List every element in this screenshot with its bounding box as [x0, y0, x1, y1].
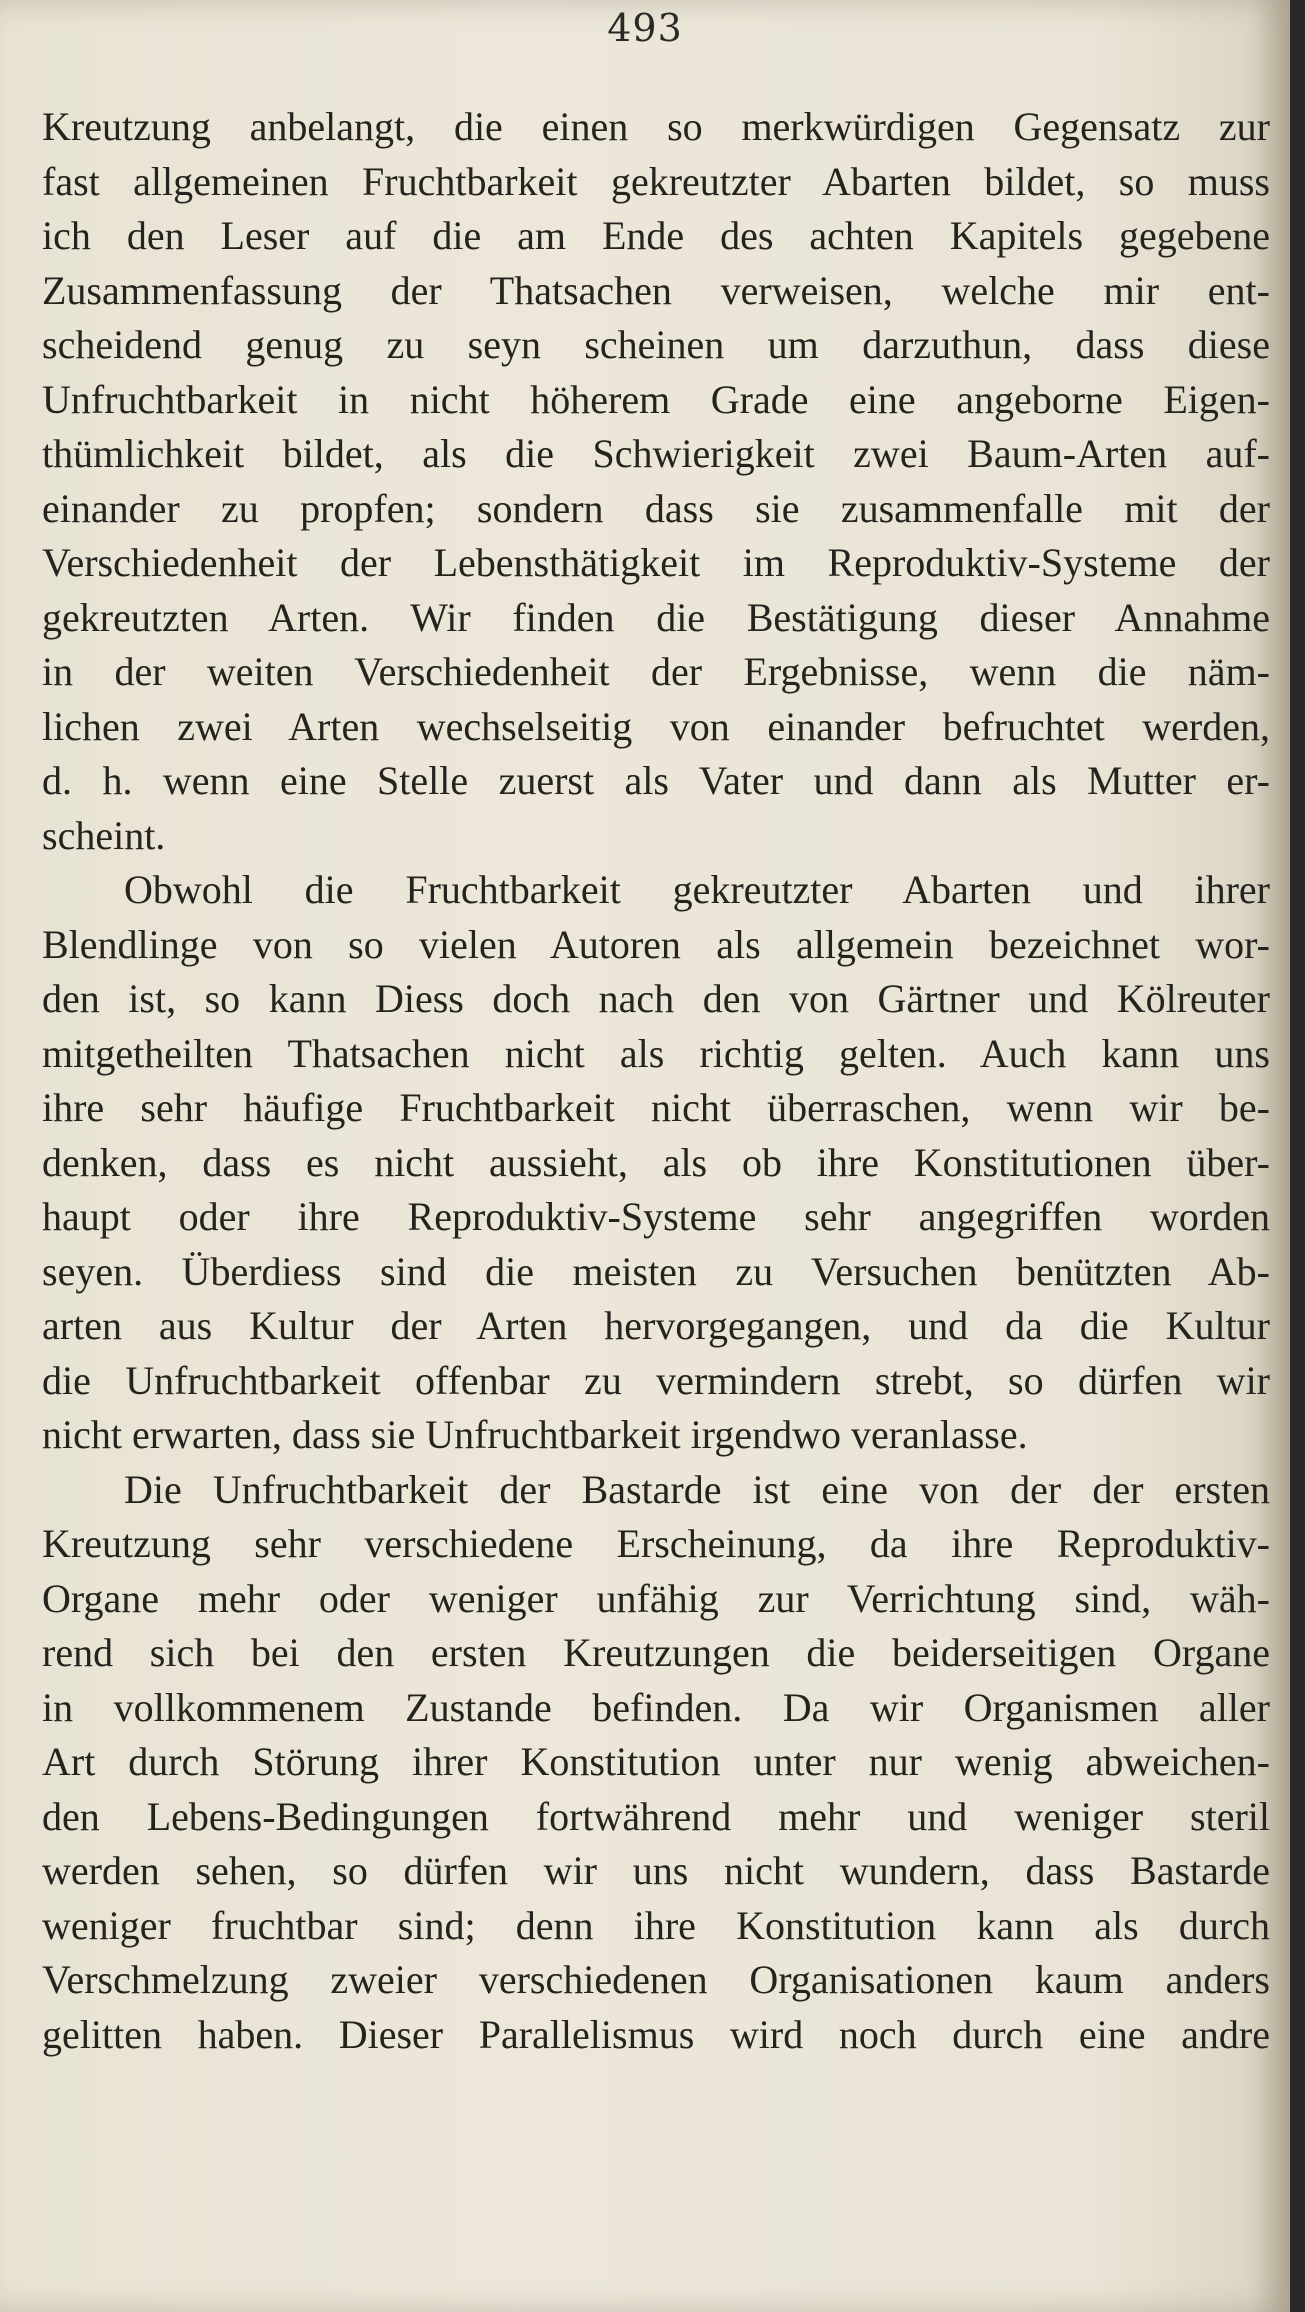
- text-line: Verschiedenheit der Lebensthätigkeit im Reproduktiv-Systeme der: [42, 540, 1270, 585]
- text-line: Die Unfruchtbarkeit der Bastarde ist eine von der der ersten: [124, 1466, 1270, 1512]
- text-line: gelitten haben. Dieser Parallelismus wird noch durch eine andre: [42, 2011, 1270, 2057]
- text-line: weniger fruchtbar sind; denn ihre Konstitution kann als durch: [42, 1902, 1270, 1948]
- text-line: den Lebens-Bedingungen fortwährend mehr und weniger steril: [42, 1793, 1270, 1839]
- text-line: den ist, so kann Diess doch nach den von Gärtner und Kölreuter: [42, 976, 1270, 1021]
- page-number: 493: [607, 6, 683, 50]
- text-line: mitgetheilten Thatsachen nicht als richtig gelten. Auch kann uns: [42, 1030, 1270, 1076]
- text-line: seyen. Überdiess sind die meisten zu Versuchen benützten Ab-: [42, 1248, 1270, 1294]
- text-line: in vollkommenem Zustande befinden. Da wir Organismen aller: [42, 1684, 1270, 1730]
- text-line: die Unfruchtbarkeit offenbar zu vermindern strebt, so dürfen wir: [42, 1357, 1270, 1403]
- text-line: ihre sehr häufige Fruchtbarkeit nicht überraschen, wenn wir be-: [42, 1085, 1270, 1130]
- text-line: ich den Leser auf die am Ende des achten Kapitels gegebene: [42, 213, 1270, 258]
- text-line: scheidend genug zu seyn scheinen um darzuthun, dass diese: [42, 322, 1270, 367]
- page-body: [42, 100, 1270, 2062]
- text-line: d. h. wenn eine Stelle zuerst als Vater und dann als Mutter er-: [42, 758, 1270, 803]
- text-line: werden sehen, so dürfen wir uns nicht wundern, dass Bastarde: [42, 1848, 1270, 1893]
- text-line: rend sich bei den ersten Kreutzungen die beiderseitigen Organe: [42, 1630, 1270, 1675]
- text-line: thümlichkeit bildet, als die Schwierigkeit zwei Baum-Arten auf-: [42, 431, 1270, 476]
- text-line: Kreutzung anbelangt, die einen so merkwürdigen Gegensatz zur: [42, 104, 1270, 149]
- text-line: in der weiten Verschiedenheit der Ergebnisse, wenn die näm-: [42, 649, 1270, 694]
- text-line: einander zu propfen; sondern dass sie zusammenfalle mit der: [42, 485, 1270, 531]
- paragraph: [42, 863, 1270, 1463]
- text-line: Kreutzung sehr verschiedene Erscheinung, da ihre Reproduktiv-: [42, 1521, 1270, 1566]
- text-line: lichen zwei Arten wechselseitig von einander befruchtet werden,: [42, 703, 1270, 749]
- paragraph: [42, 1463, 1270, 2063]
- text-line: haupt oder ihre Reproduktiv-Systeme sehr angegriffen worden: [42, 1194, 1270, 1239]
- text-line: fast allgemeinen Fruchtbarkeit gekreutzter Abarten bildet, so muss: [42, 158, 1270, 204]
- text-line: Obwohl die Fruchtbarkeit gekreutzter Abarten und ihrer: [124, 867, 1270, 912]
- text-line: Organe mehr oder weniger unfähig zur Verrichtung sind, wäh-: [42, 1575, 1270, 1621]
- text-line: Blendlinge von so vielen Autoren als allgemein bezeichnet wor-: [42, 921, 1270, 967]
- text-line: Unfruchtbarkeit in nicht höherem Grade eine angeborne Eigen-: [42, 376, 1270, 422]
- text-line: nicht erwarten, dass sie Unfruchtbarkeit irgendwo veranlasse.: [42, 1412, 1028, 1457]
- text-line: arten aus Kultur der Arten hervorgegangen, und da die Kultur: [42, 1303, 1270, 1348]
- text-line: Art durch Störung ihrer Konstitution unter nur wenig abweichen-: [42, 1739, 1270, 1784]
- paragraph: [42, 100, 1270, 863]
- text-line: scheint.: [42, 812, 166, 858]
- text-line: gekreutzten Arten. Wir finden die Bestätigung dieser Annahme: [42, 594, 1270, 640]
- text-line: Zusammenfassung der Thatsachen verweisen, welche mir ent-: [42, 267, 1270, 313]
- text-line: Verschmelzung zweier verschiedenen Organisationen kaum anders: [42, 1957, 1270, 2002]
- text-line: denken, dass es nicht aussieht, als ob ihre Konstitutionen über-: [42, 1139, 1270, 1185]
